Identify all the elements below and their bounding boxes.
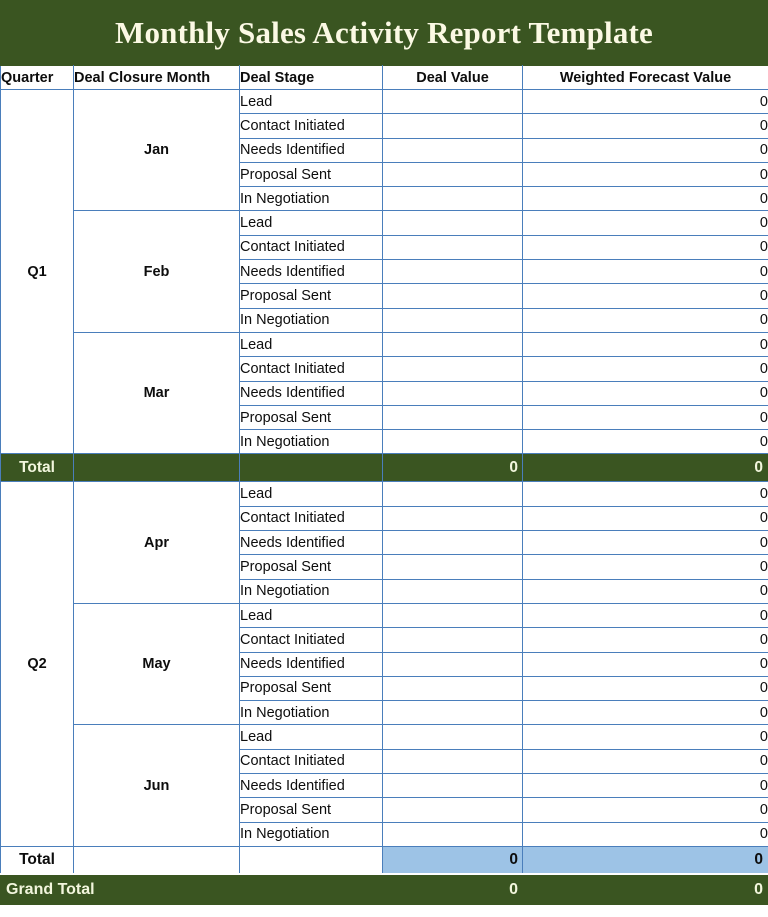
weighted-forecast-value-cell[interactable]: 0	[523, 628, 768, 652]
deal-stage-cell[interactable]: Contact Initiated	[240, 628, 383, 652]
deal-stage-cell[interactable]: In Negotiation	[240, 701, 383, 725]
weighted-forecast-value-cell[interactable]: 0	[523, 725, 768, 749]
total-weighted-forecast-value[interactable]: 0	[523, 454, 768, 482]
quarter-total-row-q2	[1, 846, 768, 874]
deal-value-cell[interactable]	[383, 138, 523, 162]
weighted-forecast-value-cell[interactable]: 0	[523, 506, 768, 530]
deal-value-cell[interactable]	[383, 798, 523, 822]
table-header-row	[1, 66, 768, 90]
weighted-forecast-value-cell[interactable]: 0	[523, 676, 768, 700]
deal-stage-cell[interactable]: Proposal Sent	[240, 284, 383, 308]
deal-value-cell[interactable]	[383, 579, 523, 603]
sales-activity-table	[0, 65, 768, 905]
table-row	[1, 482, 768, 506]
table-row	[1, 603, 768, 627]
weighted-forecast-value-cell[interactable]: 0	[523, 211, 768, 235]
deal-stage-cell[interactable]: Lead	[240, 482, 383, 506]
deal-stage-cell[interactable]: Lead	[240, 603, 383, 627]
quarter-total-row-q1	[1, 454, 768, 482]
deal-stage-cell[interactable]: Proposal Sent	[240, 405, 383, 429]
deal-value-cell[interactable]	[383, 555, 523, 579]
total-month-spacer	[74, 454, 240, 482]
table-row	[1, 725, 768, 749]
month-label-may[interactable]: May	[74, 603, 240, 724]
weighted-forecast-value-cell[interactable]: 0	[523, 822, 768, 846]
deal-value-cell[interactable]	[383, 822, 523, 846]
deal-value-cell[interactable]	[383, 405, 523, 429]
table-row	[1, 332, 768, 356]
deal-stage-cell[interactable]: Needs Identified	[240, 138, 383, 162]
deal-stage-cell[interactable]: Contact Initiated	[240, 357, 383, 381]
weighted-forecast-value-cell[interactable]: 0	[523, 555, 768, 579]
deal-stage-cell[interactable]: Proposal Sent	[240, 676, 383, 700]
deal-value-cell[interactable]	[383, 628, 523, 652]
weighted-forecast-value-cell[interactable]: 0	[523, 749, 768, 773]
deal-value-cell[interactable]	[383, 357, 523, 381]
column-header-stage[interactable]: Deal Stage	[240, 66, 383, 90]
weighted-forecast-value-cell[interactable]: 0	[523, 187, 768, 211]
weighted-forecast-value-cell[interactable]: 0	[523, 430, 768, 454]
weighted-forecast-value-cell[interactable]: 0	[523, 798, 768, 822]
weighted-forecast-value-cell[interactable]: 0	[523, 701, 768, 725]
deal-value-cell[interactable]	[383, 235, 523, 259]
total-label: Total	[1, 846, 74, 874]
total-stage-spacer	[240, 846, 383, 874]
deal-value-cell[interactable]	[383, 531, 523, 555]
deal-value-cell[interactable]	[383, 482, 523, 506]
deal-value-cell[interactable]	[383, 90, 523, 114]
deal-value-cell[interactable]	[383, 284, 523, 308]
month-label-mar[interactable]: Mar	[74, 332, 240, 453]
column-header-deal-value[interactable]: Deal Value	[383, 66, 523, 90]
deal-stage-cell[interactable]: In Negotiation	[240, 187, 383, 211]
deal-stage-cell[interactable]: Lead	[240, 332, 383, 356]
deal-value-cell[interactable]	[383, 260, 523, 284]
weighted-forecast-value-cell[interactable]: 0	[523, 114, 768, 138]
weighted-forecast-value-cell[interactable]: 0	[523, 603, 768, 627]
weighted-forecast-value-cell[interactable]: 0	[523, 405, 768, 429]
deal-stage-cell[interactable]: Contact Initiated	[240, 235, 383, 259]
grand-total-deal-value[interactable]: 0	[383, 874, 523, 904]
deal-stage-cell[interactable]: Needs Identified	[240, 260, 383, 284]
deal-value-cell[interactable]	[383, 774, 523, 798]
deal-stage-cell[interactable]: Needs Identified	[240, 652, 383, 676]
deal-stage-cell[interactable]: Lead	[240, 90, 383, 114]
grand-total-label: Grand Total	[1, 874, 383, 904]
deal-stage-cell[interactable]: Contact Initiated	[240, 749, 383, 773]
weighted-forecast-value-cell[interactable]: 0	[523, 162, 768, 186]
weighted-forecast-value-cell[interactable]: 0	[523, 357, 768, 381]
weighted-forecast-value-cell[interactable]: 0	[523, 579, 768, 603]
deal-value-cell[interactable]	[383, 308, 523, 332]
weighted-forecast-value-cell[interactable]: 0	[523, 381, 768, 405]
deal-value-cell[interactable]	[383, 430, 523, 454]
quarter-label-q2[interactable]: Q2	[1, 482, 74, 846]
deal-value-cell[interactable]	[383, 676, 523, 700]
deal-value-cell[interactable]	[383, 114, 523, 138]
deal-value-cell[interactable]	[383, 652, 523, 676]
weighted-forecast-value-cell[interactable]: 0	[523, 531, 768, 555]
deal-stage-cell[interactable]: Needs Identified	[240, 381, 383, 405]
weighted-forecast-value-cell[interactable]: 0	[523, 90, 768, 114]
deal-value-cell[interactable]	[383, 211, 523, 235]
weighted-forecast-value-cell[interactable]: 0	[523, 138, 768, 162]
total-deal-value[interactable]: 0	[383, 454, 523, 482]
total-weighted-forecast-value[interactable]: 0	[523, 846, 768, 874]
deal-value-cell[interactable]	[383, 725, 523, 749]
weighted-forecast-value-cell[interactable]: 0	[523, 332, 768, 356]
page-title: Monthly Sales Activity Report Template	[114, 14, 654, 50]
deal-stage-cell[interactable]: In Negotiation	[240, 308, 383, 332]
month-label-jan[interactable]: Jan	[74, 90, 240, 211]
weighted-forecast-value-cell[interactable]: 0	[523, 774, 768, 798]
total-month-spacer	[74, 846, 240, 874]
deal-stage-cell[interactable]: In Negotiation	[240, 579, 383, 603]
weighted-forecast-value-cell[interactable]: 0	[523, 308, 768, 332]
column-header-weighted-fv[interactable]: Weighted Forecast Value	[523, 66, 768, 90]
total-label: Total	[1, 454, 74, 482]
weighted-forecast-value-cell[interactable]: 0	[523, 284, 768, 308]
deal-stage-cell[interactable]: In Negotiation	[240, 822, 383, 846]
deal-stage-cell[interactable]: In Negotiation	[240, 430, 383, 454]
weighted-forecast-value-cell[interactable]: 0	[523, 482, 768, 506]
deal-stage-cell[interactable]: Contact Initiated	[240, 506, 383, 530]
table-body	[1, 66, 768, 905]
deal-stage-cell[interactable]: Lead	[240, 211, 383, 235]
deal-stage-cell[interactable]: Needs Identified	[240, 531, 383, 555]
table-row	[1, 90, 768, 114]
deal-value-cell[interactable]	[383, 701, 523, 725]
month-label-feb[interactable]: Feb	[74, 211, 240, 332]
deal-value-cell[interactable]	[383, 506, 523, 530]
weighted-forecast-value-cell[interactable]: 0	[523, 652, 768, 676]
column-header-month[interactable]: Deal Closure Month	[74, 66, 240, 90]
deal-value-cell[interactable]	[383, 162, 523, 186]
quarter-label-q1[interactable]: Q1	[1, 90, 74, 454]
deal-stage-cell[interactable]: Proposal Sent	[240, 555, 383, 579]
weighted-forecast-value-cell[interactable]: 0	[523, 235, 768, 259]
table-row	[1, 211, 768, 235]
month-label-jun[interactable]: Jun	[74, 725, 240, 846]
month-label-apr[interactable]: Apr	[74, 482, 240, 603]
deal-value-cell[interactable]	[383, 332, 523, 356]
deal-stage-cell[interactable]: Contact Initiated	[240, 114, 383, 138]
deal-value-cell[interactable]	[383, 603, 523, 627]
deal-stage-cell[interactable]: Lead	[240, 725, 383, 749]
deal-stage-cell[interactable]: Proposal Sent	[240, 162, 383, 186]
grand-total-weighted-forecast-value[interactable]: 0	[523, 874, 768, 904]
column-header-quarter[interactable]: Quarter	[1, 66, 74, 90]
deal-value-cell[interactable]	[383, 381, 523, 405]
total-deal-value[interactable]: 0	[383, 846, 523, 874]
grand-total-row	[1, 874, 768, 904]
report-title-banner	[0, 0, 768, 65]
deal-value-cell[interactable]	[383, 749, 523, 773]
deal-stage-cell[interactable]: Proposal Sent	[240, 798, 383, 822]
deal-value-cell[interactable]	[383, 187, 523, 211]
deal-stage-cell[interactable]: Needs Identified	[240, 774, 383, 798]
total-stage-spacer	[240, 454, 383, 482]
weighted-forecast-value-cell[interactable]: 0	[523, 260, 768, 284]
